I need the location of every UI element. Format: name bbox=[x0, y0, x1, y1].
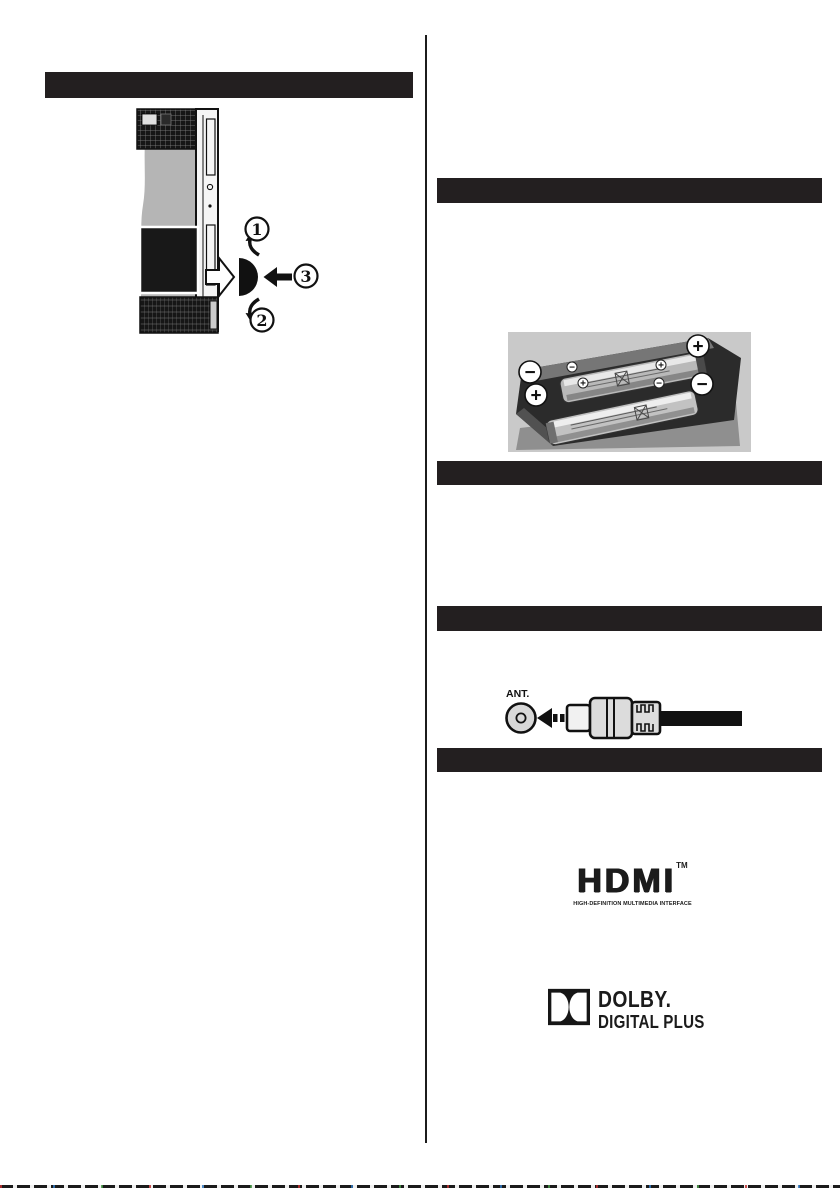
section-header-bar-left bbox=[45, 72, 413, 98]
svg-text:1: 1 bbox=[251, 220, 263, 239]
tv-bottom-vent bbox=[140, 297, 218, 333]
joystick-icon bbox=[239, 258, 258, 296]
svg-text:−: − bbox=[696, 374, 708, 396]
ant-label: ANT. bbox=[506, 688, 530, 700]
dolby-digital-plus-logo bbox=[548, 988, 725, 1031]
hdmi-tagline: HIGH-DEFINITION MULTIMEDIA INTERFACE bbox=[573, 901, 692, 907]
dolby-text-block bbox=[598, 988, 705, 1031]
hdmi-wordmark: HDMI™ bbox=[577, 861, 688, 900]
callout-3 bbox=[295, 265, 318, 288]
polarity-plus-icon bbox=[687, 335, 709, 358]
callout-1 bbox=[246, 218, 269, 241]
svg-text:+: + bbox=[658, 360, 664, 372]
hdmi-logo bbox=[545, 861, 720, 907]
dolby-product-name: DIGITAL PLUS bbox=[598, 1012, 705, 1032]
section-header-bar-4 bbox=[437, 748, 822, 772]
dolby-double-d-icon bbox=[548, 988, 590, 1026]
column-divider bbox=[425, 35, 427, 1143]
svg-text:−: − bbox=[656, 378, 662, 390]
tv-lower-panel bbox=[140, 227, 198, 293]
tv-top-detail bbox=[161, 114, 171, 125]
svg-text:+: + bbox=[530, 385, 542, 407]
press-arrow-icon bbox=[264, 267, 293, 287]
polarity-minus-icon bbox=[691, 373, 713, 396]
section-header-bar-1 bbox=[437, 178, 822, 203]
antenna-connection-illustration bbox=[490, 685, 750, 740]
svg-text:+: + bbox=[580, 378, 586, 390]
trademark-symbol: TM bbox=[676, 861, 688, 870]
antenna-socket-icon bbox=[507, 704, 536, 733]
svg-text:2: 2 bbox=[256, 311, 268, 330]
section-header-bar-2 bbox=[437, 461, 822, 485]
antenna-cable bbox=[660, 711, 742, 726]
svg-text:−: − bbox=[524, 362, 536, 384]
battery-installation-photo bbox=[508, 332, 751, 452]
svg-text:3: 3 bbox=[300, 267, 312, 286]
section-header-bar-3 bbox=[437, 606, 822, 631]
polarity-minus-icon bbox=[519, 361, 541, 384]
tv-side-view-illustration bbox=[120, 105, 335, 345]
tv-top-detail bbox=[142, 114, 157, 125]
polarity-plus-icon bbox=[525, 384, 547, 407]
svg-text:+: + bbox=[692, 336, 704, 358]
antenna-cable-connector bbox=[567, 698, 660, 738]
svg-text:−: − bbox=[569, 362, 575, 374]
callout-2 bbox=[251, 309, 274, 332]
dolby-wordmark: DOLBY. bbox=[598, 986, 672, 1012]
page-cut-line bbox=[0, 1185, 840, 1188]
arrow-left-icon bbox=[537, 708, 565, 728]
